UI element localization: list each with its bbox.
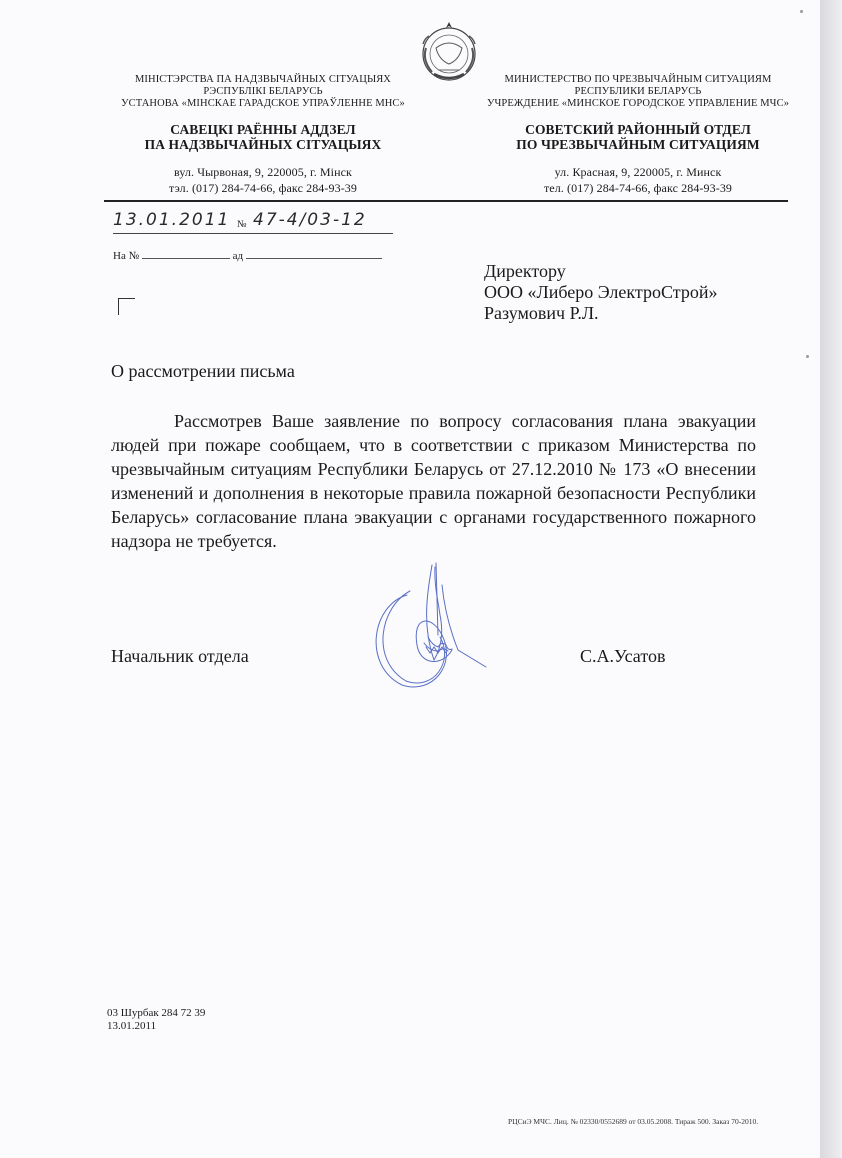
department-name-by-line1: САВЕЦКІ РАЁННЫ АДДЗЕЛ bbox=[170, 122, 356, 137]
department-name-by-line2: ПА НАДЗВЫЧАЙНЫХ СІТУАЦЫЯХ bbox=[144, 137, 382, 152]
handwritten-signature bbox=[362, 555, 492, 695]
signatory-name: С.А.Усатов bbox=[580, 646, 666, 666]
header-left-block bbox=[108, 74, 418, 196]
institution-name-ru: УЧРЕЖДЕНИЕ «МИНСКОЕ ГОРОДСКОЕ УПРАВЛЕНИЕ МЧС» bbox=[486, 98, 790, 109]
address-ru: ул. Красная, 9, 220005, г. Минск bbox=[554, 165, 722, 179]
executor-contact: 03 Шурбак 284 72 39 bbox=[107, 1007, 206, 1019]
state-emblem-icon bbox=[414, 18, 484, 86]
ministry-name-by: МІНІСТЭРСТВА ПА НАДЗВЫЧАЙНЫХ СІТУАЦЫЯХ bbox=[135, 74, 391, 85]
department-name-ru-line2: ПО ЧРЕЗВЫЧАЙНЫМ СИТУАЦИЯМ bbox=[516, 137, 760, 152]
letter-body: Рассмотрев Ваше заявление по вопросу согласования плана эвакуации людей при пожаре сообщаем, что в соответствии с приказом Министерства по чрезвычайным ситуациям Республики Беларусь от 27.12.2010 № 173 «О внесении изменений и дополнения в некоторые правила пожарной безопасности Республики Беларусь» согласование плана эвакуации с органами государственного пожарного надзора не требуется. bbox=[111, 411, 756, 551]
registration-number-label: № bbox=[237, 219, 247, 230]
scan-page-edge bbox=[820, 0, 842, 1158]
signatory-role: Начальник отдела bbox=[111, 646, 249, 666]
scan-speck bbox=[806, 355, 809, 358]
address-by: вул. Чырвоная, 9, 220005, г. Мінск bbox=[174, 165, 352, 179]
republic-name-by: РЭСПУБЛІКІ БЕЛАРУСЬ bbox=[203, 86, 323, 97]
header-divider bbox=[104, 200, 788, 202]
institution-name-by: УСТАНОВА «МІНСКАЕ ГАРАДСКОЕ УПРАЎЛЕННЕ МНС» bbox=[121, 98, 405, 109]
address-corner-mark bbox=[118, 298, 135, 315]
addressee-title: Директору bbox=[484, 261, 566, 281]
department-name-ru-line1: СОВЕТСКИЙ РАЙОННЫЙ ОТДЕЛ bbox=[525, 122, 751, 137]
registration-number: 47-4/03-12 bbox=[253, 210, 367, 230]
addressee-company: ООО «Либеро ЭлектроСтрой» bbox=[484, 282, 718, 302]
addressee-name: Разумович Р.Л. bbox=[484, 303, 599, 323]
registration-date: 13.01.2011 bbox=[113, 210, 231, 230]
registration-underline bbox=[113, 233, 393, 234]
print-footer: РЦСиЭ МЧС. Лиц. № 02330/0552689 от 03.05.2008. Тираж 500. Заказ 70-2010. bbox=[508, 1117, 759, 1126]
executor-block bbox=[107, 1007, 205, 1033]
reference-date-label: ад bbox=[232, 250, 244, 262]
reference-date-blank bbox=[246, 249, 382, 259]
phone-by: тэл. (017) 284-74-66, факс 284-93-39 bbox=[168, 181, 357, 195]
republic-name-ru: РЕСПУБЛИКИ БЕЛАРУСЬ bbox=[574, 86, 702, 97]
registration-line bbox=[113, 210, 393, 234]
reference-number-label: На № bbox=[113, 250, 140, 262]
addressee-block bbox=[484, 261, 717, 324]
ministry-name-ru: МИНИСТЕРСТВО ПО ЧРЕЗВЫЧАЙНЫМ СИТУАЦИЯМ bbox=[504, 74, 772, 85]
phone-ru: тел. (017) 284-74-66, факс 284-93-39 bbox=[543, 181, 733, 195]
executor-date: 13.01.2011 bbox=[107, 1020, 157, 1032]
header-right-block bbox=[478, 74, 798, 196]
reference-line bbox=[113, 249, 403, 262]
reference-number-blank bbox=[142, 249, 230, 259]
letter-subject: О рассмотрении письма bbox=[111, 361, 295, 381]
scan-speck bbox=[800, 10, 803, 13]
